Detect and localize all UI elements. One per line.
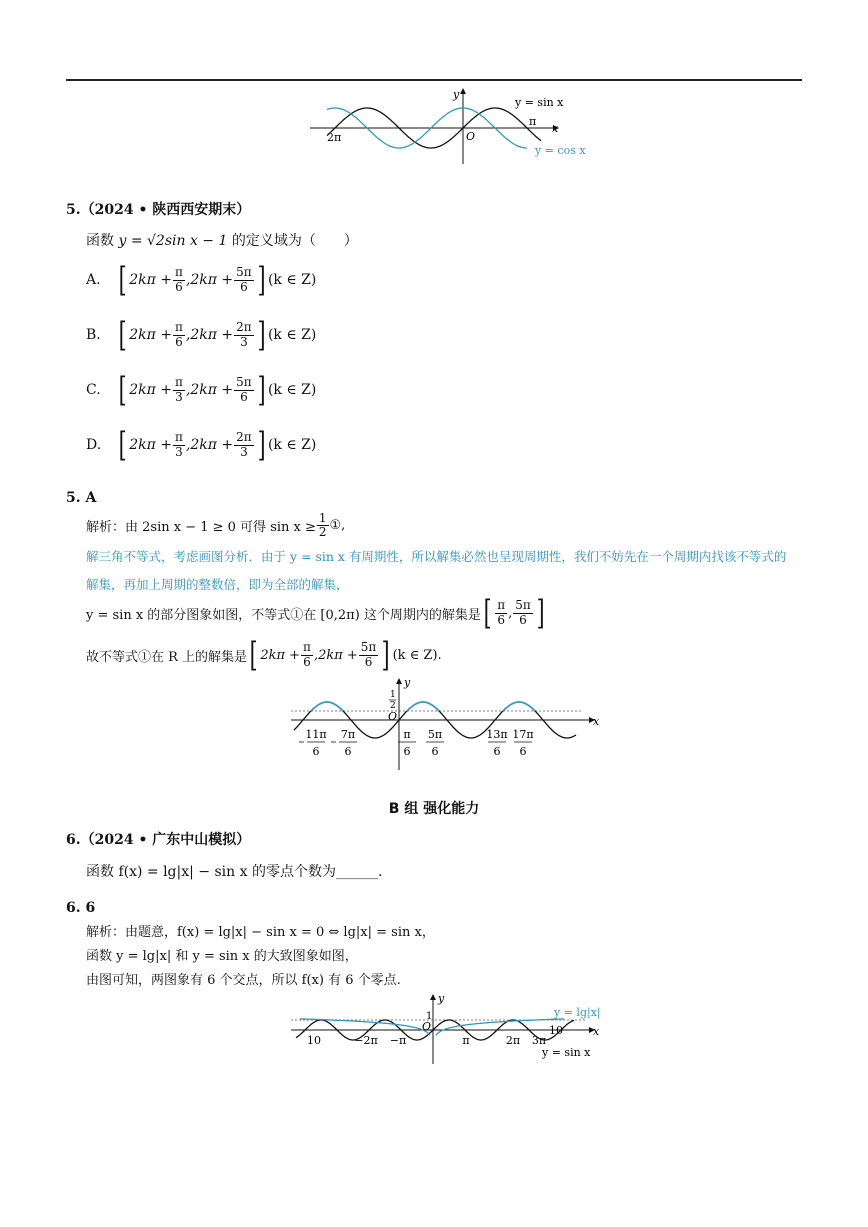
top-tick-left: 2π bbox=[327, 131, 342, 144]
g3-x-label: x bbox=[593, 1025, 600, 1038]
top-graph bbox=[305, 86, 595, 168]
a6-line1: 解析：由题意，f(x) = lg|x| − sin x = 0 ⇔ lg|x| = sin x， bbox=[86, 925, 435, 940]
a5-line4-lead1: 2kπ + bbox=[260, 647, 301, 663]
g3-tick-right: 2π bbox=[505, 1034, 521, 1047]
q6-stem: 函数 f(x) = lg|x| − sin x 的零点个数为______. bbox=[86, 864, 383, 880]
bracket-right: ] bbox=[536, 593, 545, 633]
g2-tick-label bbox=[398, 728, 416, 758]
g3-y-arrow bbox=[430, 994, 436, 1000]
tick-num: 13π bbox=[486, 728, 508, 741]
frac-den: 6 bbox=[175, 279, 183, 294]
g2-tick-label bbox=[299, 728, 327, 758]
section-b-title: B 组 强化能力 bbox=[388, 801, 480, 817]
frac-den: 6 bbox=[519, 612, 527, 627]
a5-line4 bbox=[86, 635, 442, 675]
g3-tick-left: 10 bbox=[307, 1034, 321, 1047]
q6-header bbox=[66, 829, 250, 849]
q5-source: （2024 • 陕西西安期末） bbox=[80, 202, 251, 218]
frac-den: 6 bbox=[240, 389, 248, 404]
tick-den: 6 bbox=[519, 745, 527, 758]
option-tail: (k ∈ Z) bbox=[267, 327, 317, 343]
g3-y-label: y bbox=[438, 992, 445, 1005]
frac-den: 6 bbox=[364, 654, 373, 669]
option-a-lead: 2kπ + bbox=[129, 327, 173, 343]
bracket-left: [ bbox=[118, 425, 127, 465]
header-rule bbox=[66, 79, 802, 81]
top-x-label: x bbox=[552, 122, 559, 135]
tick-den: 6 bbox=[493, 745, 501, 758]
g3-lg-label: y = lg|x| bbox=[554, 1006, 601, 1019]
frac-den: 6 bbox=[240, 279, 248, 294]
g2-y-label: y bbox=[404, 676, 411, 689]
frac-num: 5π bbox=[515, 598, 531, 613]
frac-num: 1 bbox=[318, 511, 327, 525]
bracket-right: ] bbox=[257, 315, 266, 355]
tick-num: π bbox=[403, 728, 411, 741]
a5-line4-tail: (k ∈ Z). bbox=[392, 647, 442, 663]
option-a-lead: 2kπ + bbox=[129, 272, 173, 288]
a5-blue-line1: 解三角不等式，考虑画图分析．由于 y = sin x 有周期性，所以解集必然也呈现周期性，我们不妨先在一个周期内找该不等式的 bbox=[86, 549, 787, 564]
g3-sin-label: y = sin x bbox=[542, 1046, 591, 1059]
a5-line3-a: y = sin x 的部分图象如图，不等式①在 [0,2π) 这个周期内的解集是 bbox=[86, 607, 481, 623]
graph3 bbox=[286, 992, 606, 1068]
a5-line3-frac1 bbox=[495, 599, 507, 626]
bracket-right: ] bbox=[257, 370, 266, 410]
g3-tick-right: π bbox=[462, 1034, 470, 1047]
g3-lg-left bbox=[300, 1019, 430, 1036]
g2-origin: O bbox=[388, 710, 398, 723]
option-b-frac bbox=[234, 431, 254, 458]
q5-stem-func: y = √2sin x − 1 bbox=[118, 233, 228, 249]
top-sin-label: y = sin x bbox=[515, 96, 564, 109]
frac-den: 3 bbox=[175, 389, 183, 404]
frac-num: π bbox=[175, 430, 183, 445]
a5-line4-a: 故不等式①在 R 上的解集是 bbox=[86, 649, 248, 665]
bracket-right: ] bbox=[257, 425, 266, 465]
top-y-label: y bbox=[453, 88, 460, 101]
a5-blue-line2: 解集，再加上周期的整数倍，即为全部的解集， bbox=[86, 577, 349, 592]
option-label: C. bbox=[86, 382, 101, 398]
a5-line1-a: 解析：由 2sin x − 1 ≥ 0 可得 sin x ≥ bbox=[86, 520, 316, 536]
q5-stem-prefix: 函数 bbox=[86, 233, 114, 249]
top-cos-label: y = cos x bbox=[535, 144, 586, 157]
q5-number: 5. bbox=[66, 202, 81, 218]
a6-line2: 函数 y = lg|x| 和 y = sin x 的大致图象如图， bbox=[86, 949, 358, 964]
g3-tick-right: 3π bbox=[531, 1034, 547, 1047]
top-tick-right: π bbox=[529, 115, 537, 128]
frac-num: 5π bbox=[236, 375, 252, 390]
g2-tick-label bbox=[426, 728, 444, 758]
option-a-lead: 2kπ + bbox=[129, 382, 173, 398]
bracket-right: ] bbox=[381, 635, 390, 675]
bracket-right: ] bbox=[257, 260, 266, 300]
q5-option-a[interactable] bbox=[86, 260, 317, 300]
option-a-lead: 2kπ + bbox=[129, 437, 173, 453]
option-b-frac bbox=[234, 376, 254, 403]
option-b-lead: ,2kπ + bbox=[185, 437, 234, 453]
a6-answer: 6. 6 bbox=[66, 900, 96, 916]
a5-line1-b: ①, bbox=[329, 518, 346, 534]
option-label: A. bbox=[86, 272, 101, 288]
frac-num: 2π bbox=[236, 320, 252, 335]
option-b-frac bbox=[234, 266, 254, 293]
q6-number: 6. bbox=[66, 832, 81, 848]
top-y-arrow bbox=[460, 88, 466, 94]
tick-den: 6 bbox=[431, 745, 439, 758]
tick-num: 17π bbox=[512, 728, 534, 741]
frac-num: π bbox=[175, 320, 183, 335]
tick-den: 6 bbox=[403, 745, 411, 758]
q5-option-b[interactable] bbox=[86, 315, 317, 355]
q5-stem bbox=[86, 230, 358, 250]
g2-x-label: x bbox=[593, 715, 600, 728]
q5-stem-suffix: 的定义域为（ ） bbox=[231, 233, 358, 249]
g3-tick-left: −2π bbox=[354, 1034, 378, 1047]
g2-tick-label bbox=[486, 728, 507, 758]
bracket-left: [ bbox=[249, 635, 258, 675]
frac-den: 6 bbox=[303, 654, 311, 669]
option-tail: (k ∈ Z) bbox=[267, 382, 317, 398]
frac-num: 5π bbox=[236, 265, 252, 280]
a5-line1-frac bbox=[317, 512, 329, 539]
option-a-frac bbox=[173, 321, 185, 348]
q5-option-c[interactable] bbox=[86, 370, 317, 410]
tick-num: 11π bbox=[305, 728, 327, 741]
option-b-lead: ,2kπ + bbox=[185, 327, 234, 343]
option-label: B. bbox=[86, 327, 101, 343]
bracket-left: [ bbox=[118, 260, 127, 300]
option-a-frac bbox=[173, 376, 185, 403]
tick-den: 6 bbox=[312, 745, 320, 758]
a5-line3-frac2 bbox=[513, 599, 533, 626]
q5-header bbox=[66, 199, 250, 219]
g3-one: 1 bbox=[426, 1011, 433, 1022]
g2-y-arrow bbox=[396, 678, 402, 684]
frac-num: 2π bbox=[236, 430, 252, 445]
frac-den: 6 bbox=[497, 612, 505, 627]
frac-num: π bbox=[497, 598, 506, 613]
g3-origin: O bbox=[422, 1020, 432, 1033]
frac-num: π bbox=[303, 640, 311, 655]
top-origin: O bbox=[466, 130, 476, 143]
a6-line3: 由图可知，两图象有 6 个交点，所以 f(x) 有 6 个零点. bbox=[86, 973, 401, 988]
bracket-left: [ bbox=[118, 370, 127, 410]
bracket-left: [ bbox=[483, 593, 492, 633]
g2-tick-label bbox=[512, 728, 533, 758]
frac-num: π bbox=[175, 375, 183, 390]
frac-den: 6 bbox=[175, 334, 183, 349]
q6-source: （2024 • 广东中山模拟） bbox=[80, 832, 251, 848]
a5-line4-frac1 bbox=[301, 641, 313, 668]
option-label: D. bbox=[86, 437, 102, 453]
tick-num: 5π bbox=[427, 728, 443, 741]
frac-den: 2 bbox=[318, 525, 327, 540]
g3-tick-left: −π bbox=[389, 1034, 407, 1047]
option-b-lead: ,2kπ + bbox=[185, 272, 234, 288]
a5-line4-frac2 bbox=[359, 641, 379, 668]
a5-line3: y = sin x 的部分图象如图，不等式①在 [0,2π) 这个周期内的解集是 [ $\frac{\pi}{6}$ , $\frac{5\pi}{6}$ ] bbox=[86, 593, 545, 633]
g2-half-num: 1 bbox=[390, 690, 396, 700]
g2-tick-label bbox=[331, 728, 357, 758]
option-a-frac bbox=[173, 431, 185, 458]
a5-line1 bbox=[86, 512, 345, 539]
g2-half-den: 2 bbox=[390, 701, 396, 711]
option-a-frac bbox=[173, 266, 185, 293]
option-tail: (k ∈ Z) bbox=[267, 272, 317, 288]
frac-num: π bbox=[175, 265, 183, 280]
option-tail: (k ∈ Z) bbox=[267, 437, 317, 453]
g3-tick-right: 10 bbox=[549, 1024, 563, 1037]
a5-answer: 5. A bbox=[66, 490, 97, 506]
frac-den: 3 bbox=[175, 444, 183, 459]
graph2 bbox=[286, 676, 606, 774]
tick-den: 6 bbox=[344, 745, 352, 758]
option-b-frac bbox=[234, 321, 254, 348]
bracket-left: [ bbox=[118, 315, 127, 355]
frac-num: 5π bbox=[360, 640, 377, 655]
a5-line4-lead2: ,2kπ + bbox=[313, 647, 358, 663]
frac-den: 3 bbox=[240, 444, 248, 459]
q5-option-d[interactable] bbox=[86, 425, 317, 465]
frac-den: 3 bbox=[240, 334, 248, 349]
tick-num: 7π bbox=[340, 728, 356, 741]
option-b-lead: ,2kπ + bbox=[185, 382, 234, 398]
g2-sin-highlight bbox=[311, 702, 535, 711]
